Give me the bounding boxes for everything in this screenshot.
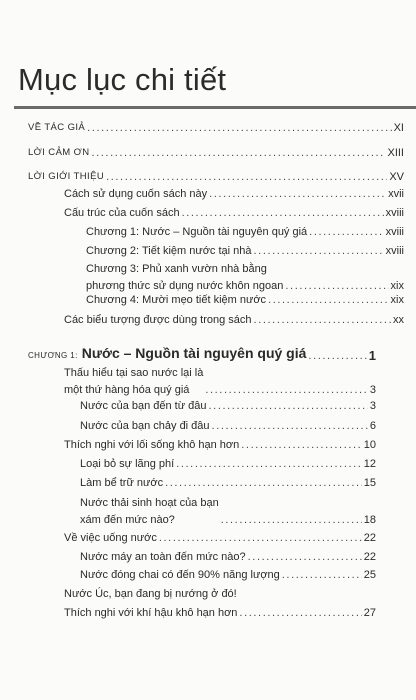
toc-entry-label: Nước của bạn chảy đi đâu	[80, 420, 210, 432]
toc-entry-label-line1: Chương 3: Phủ xanh vườn nhà bằng	[86, 263, 267, 275]
toc-entry-page: xx	[393, 314, 404, 326]
toc-entry-page: xix	[390, 280, 404, 292]
leader-dots	[308, 347, 366, 365]
toc-entry-label: Thích nghi với khí hậu khô hạn hơn	[64, 607, 238, 619]
chapter-heading[interactable]	[28, 344, 376, 365]
toc-entry-label: Loại bỏ sự lãng phí	[80, 458, 175, 470]
toc-entry-section[interactable]	[80, 550, 376, 564]
toc-entry-label: Làm bể trữ nước	[80, 477, 164, 489]
toc-entry-label: Nước Úc, bạn đang bị nướng ở đó!	[64, 588, 237, 600]
toc-entry-page: 18	[363, 514, 376, 526]
toc-entry-label: Cách sử dụng cuốn sách này	[64, 188, 208, 200]
toc-entry-page: xvii	[388, 188, 404, 200]
toc-entry-label: Về việc uống nước	[64, 532, 157, 544]
toc-entry-label: Chương 1: Nước – Nguồn tài nguyên quý giá	[86, 226, 308, 238]
toc-entry-section[interactable]	[80, 568, 376, 582]
toc-entry-about-author[interactable]	[28, 121, 404, 135]
toc-entry-label: VỀ TÁC GIẢ	[28, 122, 86, 133]
toc-entry-page: XI	[393, 122, 404, 134]
toc-entry-section[interactable]	[80, 457, 376, 471]
toc-entry-page: 15	[363, 477, 376, 489]
toc-entry-label: Các biểu tượng được dùng trong sách	[64, 314, 252, 326]
toc-entry-section[interactable]	[80, 399, 376, 413]
toc-entry-section[interactable]	[64, 366, 376, 397]
toc-entry-page: 10	[363, 439, 376, 451]
toc-entry-page: 3	[369, 400, 376, 412]
leader-dots	[212, 419, 368, 433]
leader-dots	[91, 146, 385, 160]
leader-dots	[285, 279, 388, 293]
chapter-prefix: CHƯƠNG 1:	[28, 351, 78, 360]
toc-entry-label: Chương 4: Mười mẹo tiết kiệm nước	[86, 294, 267, 306]
leader-dots	[282, 568, 362, 582]
toc-entry-section[interactable]	[80, 419, 376, 433]
leader-dots	[159, 531, 362, 545]
toc-entry-page: xix	[390, 294, 404, 306]
toc-entry-page: 27	[363, 607, 376, 619]
toc-entry-label: LỜI CẢM ƠN	[28, 147, 90, 158]
toc-entry-section[interactable]	[64, 438, 376, 452]
page-title: Mục lục chi tiết	[18, 62, 227, 97]
toc-entry-page: 22	[363, 551, 376, 563]
toc-entry-label: Thích nghi với lối sống khô hạn hơn	[64, 439, 240, 451]
leader-dots	[182, 206, 384, 220]
chapter-page: 1	[368, 348, 376, 363]
leader-dots	[268, 293, 388, 307]
toc-entry-page: XIII	[387, 147, 404, 159]
leader-dots	[254, 313, 391, 327]
leader-dots	[209, 187, 386, 201]
leader-dots	[165, 476, 362, 490]
toc-entry-page: xviii	[385, 245, 404, 257]
toc-entry-label: LỜI GIỚI THIỆU	[28, 171, 105, 182]
toc-entry-page: 3	[369, 384, 376, 396]
toc-entry-label-line2: một thứ hàng hóa quý giá	[64, 384, 190, 396]
toc-entry-label: Nước của bạn đến từ đâu	[80, 400, 207, 412]
toc-entry-chapter-4[interactable]	[86, 293, 404, 307]
toc-entry-label: Nước đóng chai có đến 90% năng lượng	[80, 569, 280, 581]
leader-dots	[106, 170, 387, 184]
toc-entry-introduction[interactable]	[28, 170, 404, 184]
leader-dots	[221, 513, 362, 527]
toc-entry-label-line1: Nước thải sinh hoạt của bạn	[80, 497, 219, 509]
toc-entry-label	[86, 262, 283, 293]
toc-entry-label: Chương 2: Tiết kiệm nước tại nhà	[86, 245, 252, 257]
toc-entry-section[interactable]	[80, 496, 376, 527]
leader-dots	[176, 457, 362, 471]
toc-entry-label: Cấu trúc của cuốn sách	[64, 207, 180, 219]
toc-entry-section[interactable]	[80, 476, 376, 490]
toc-entry-section[interactable]	[64, 587, 376, 601]
leader-dots	[248, 550, 362, 564]
leader-dots	[309, 225, 383, 239]
toc-entry-page: XV	[389, 171, 404, 183]
toc-entry-how-to-use[interactable]	[64, 187, 404, 201]
toc-entry-page: 25	[363, 569, 376, 581]
toc-entry-page: 6	[369, 420, 376, 432]
toc-entry-label	[64, 366, 203, 397]
toc-entry-section[interactable]	[64, 531, 376, 545]
toc-entry-section[interactable]	[64, 606, 376, 620]
toc-entry-chapter-1[interactable]	[86, 225, 404, 239]
toc-entry-page: xviii	[385, 207, 404, 219]
toc-entry-chapter-3[interactable]	[86, 262, 404, 293]
title-rule	[14, 106, 416, 109]
toc-entry-symbols[interactable]	[64, 313, 404, 327]
toc-entry-book-structure[interactable]	[64, 206, 404, 220]
leader-dots	[241, 438, 361, 452]
toc-entry-page: xviii	[385, 226, 404, 238]
leader-dots	[254, 244, 384, 258]
toc-entry-label-line2: phương thức sử dụng nước khôn ngoan	[86, 280, 284, 292]
toc-entry-page: 22	[363, 532, 376, 544]
toc-entry-chapter-2[interactable]	[86, 244, 404, 258]
chapter-title: Nước – Nguồn tài nguyên quý giá	[81, 345, 307, 361]
leader-dots	[209, 399, 368, 413]
leader-dots	[205, 383, 368, 397]
toc-entry-label-line1: Thấu hiểu tại sao nước lại là	[64, 367, 204, 379]
toc-entry-label	[80, 496, 219, 527]
toc-entry-acknowledgements[interactable]	[28, 146, 404, 160]
toc-entry-label: Nước máy an toàn đến mức nào?	[80, 551, 246, 563]
leader-dots	[87, 121, 391, 135]
leader-dots	[239, 606, 361, 620]
toc-entry-label-line2: xám đến mức nào?	[80, 514, 175, 526]
toc-entry-page: 12	[363, 458, 376, 470]
